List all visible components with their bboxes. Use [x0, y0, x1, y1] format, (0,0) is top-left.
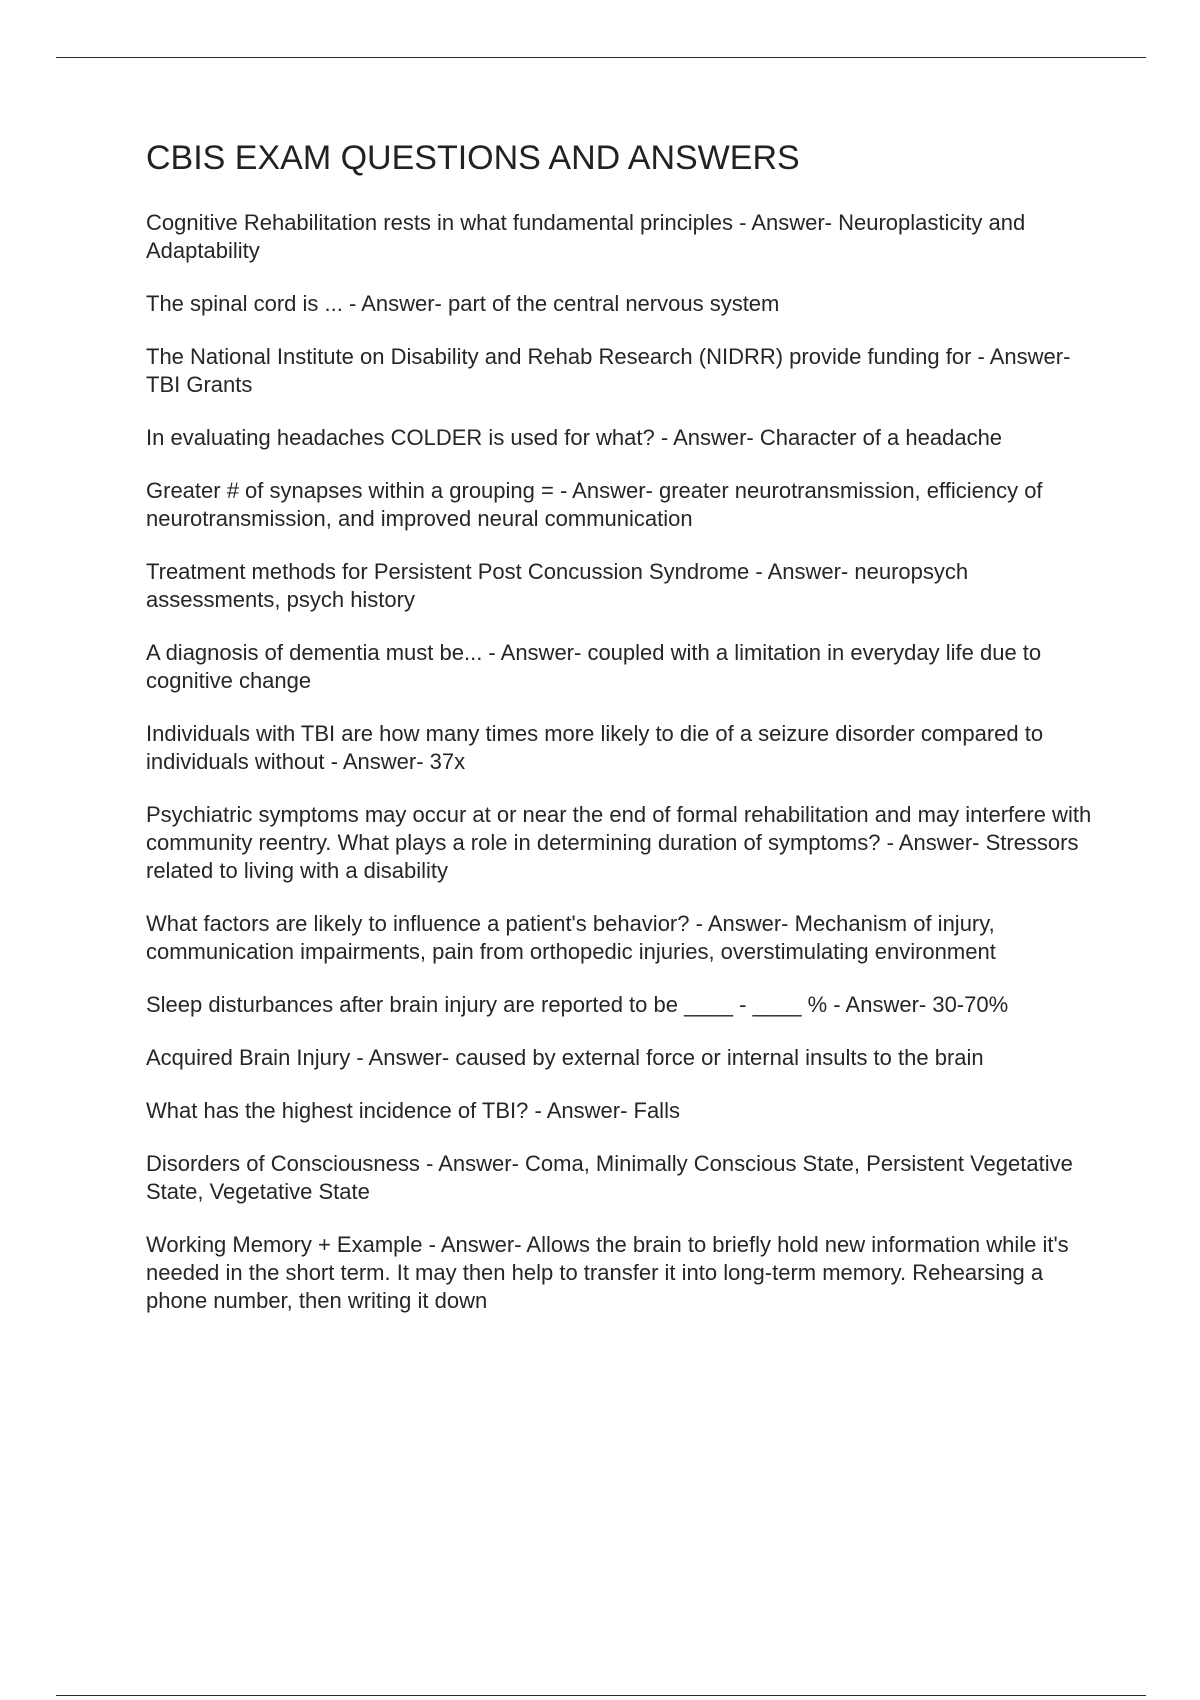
qa-item: Treatment methods for Persistent Post Concussion Syndrome - Answer- neuropsych assessments, psych history [146, 558, 969, 612]
qa-item: Acquired Brain Injury - Answer- caused by external force or internal insults to the brain [146, 1044, 984, 1070]
top-divider [56, 57, 1146, 58]
qa-item: What has the highest incidence of TBI? - Answer- Falls [146, 1097, 680, 1123]
qa-item: Disorders of Consciousness - Answer- Coma, Minimally Conscious State, Persistent Vegetative State, Vegetative State [146, 1150, 1073, 1204]
qa-item: The National Institute on Disability and Rehab Research (NIDRR) provide funding for - Answer- TBI Grants [146, 343, 1071, 397]
qa-item: A diagnosis of dementia must be... - Answer- coupled with a limitation in everyday life due to cognitive change [146, 639, 1042, 693]
bottom-divider [56, 1695, 1146, 1696]
qa-item: Working Memory + Example - Answer- Allows the brain to briefly hold new information while it's needed in the short term. It may then help to transfer it into long-term memory. Rehearsing a phone number, then writing it down [146, 1231, 1069, 1313]
qa-item: What factors are likely to influence a patient's behavior? - Answer- Mechanism of injury, communication impairments, pain from orthopedic injuries, overstimulating environment [146, 910, 996, 964]
qa-item: Cognitive Rehabilitation rests in what fundamental principles - Answer- Neuroplasticity and Adaptability [146, 209, 1026, 263]
qa-item: In evaluating headaches COLDER is used for what? - Answer- Character of a headache [146, 424, 1003, 450]
qa-list [146, 209, 1096, 1315]
qa-item: Greater # of synapses within a grouping = - Answer- greater neurotransmission, efficiency of neurotransmission, and improved neural communication [146, 477, 1043, 531]
qa-item: Sleep disturbances after brain injury are reported to be ____ - ____ % - Answer- 30-70% [146, 991, 1009, 1017]
qa-item: Psychiatric symptoms may occur at or near the end of formal rehabilitation and may interfere with community reentry. What plays a role in determining duration of symptoms? - Answer- Stressors related to living with a disability [146, 801, 1092, 883]
document-title: CBIS EXAM QUESTIONS AND ANSWERS [146, 139, 800, 177]
qa-item: The spinal cord is ... - Answer- part of the central nervous system [146, 290, 780, 316]
document-body [146, 138, 1096, 1340]
qa-item: Individuals with TBI are how many times more likely to die of a seizure disorder compared to individuals without - Answer- 37x [146, 720, 1044, 774]
